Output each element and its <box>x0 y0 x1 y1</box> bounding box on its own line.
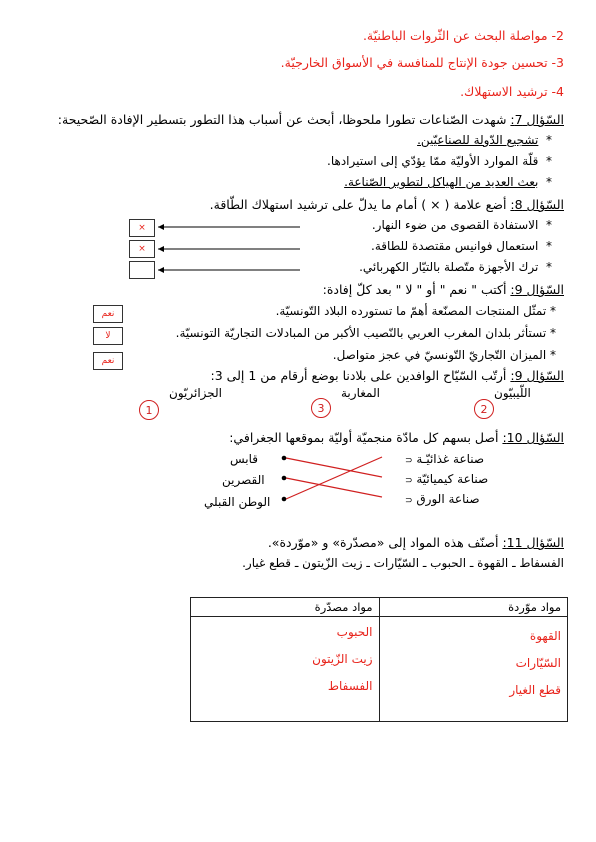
line-4: 4- ترشيد الاستهلاك. <box>460 84 564 99</box>
q10-left-1: صناعة غذائيّـة ⊂ <box>405 452 485 466</box>
q9a-item-1: * تمثّل المنتجات المصنّعة أهمّ ما تستورده البلاد التّونسيّة. <box>275 304 556 318</box>
exported-item: زيت الزّيتون <box>312 652 373 666</box>
q8-label: السّؤال 8: <box>510 197 564 212</box>
q10-heading <box>229 430 564 445</box>
line-2: 2- مواصلة البحث عن الثّروات الباطنيّة. <box>362 28 564 43</box>
q9b-heading <box>211 368 565 383</box>
q10-right-1: قابس <box>230 452 259 466</box>
imported-item: السّيّارات <box>515 656 561 670</box>
q9b-rank-algerians[interactable]: 1 <box>139 400 159 420</box>
q9b-name-libyans: اللّيبيّون <box>494 386 531 400</box>
q8-item-1: * الاستفادة القصوى من ضوء النهار. <box>371 218 552 232</box>
q9a-item-2: * تستأثر بلدان المغرب العربي بالنّصيب الأكبر من المبادلات التجاريّة التونسيّة. <box>175 326 556 340</box>
q7-heading <box>58 112 564 127</box>
q9b-label: السّؤال 9: <box>510 368 564 383</box>
q8-checkbox-2[interactable]: × <box>129 240 155 258</box>
q10-arrow-symbol-1: ⊂ <box>405 456 413 466</box>
q10-arrow-symbol-3: ⊂ <box>405 496 413 506</box>
q9b-name-moroccans: المغاربة <box>341 386 380 400</box>
q10-label: السّؤال 10: <box>502 430 564 445</box>
q8-arrows <box>150 215 310 280</box>
q9b-text: أرتّب السّيّاح الوافدين على بلادنا بوضع أرقام من 1 إلى 3: <box>210 368 507 383</box>
q8-checkbox-3[interactable] <box>129 261 155 279</box>
q10-arrow-symbol-2: ⊂ <box>405 476 413 486</box>
header-imported: مواد موّردة <box>379 598 568 617</box>
exported-item: الفسفاط <box>327 679 373 693</box>
q9b-name-algerians: الجزائريّون <box>169 386 223 400</box>
classification-table <box>190 597 568 722</box>
q7-text: شهدت الصّناعات تطورا ملحوظا، أبحث عن أسباب هذا التطور بتسطير الإفادة الصّحيحة: <box>57 112 507 127</box>
q7-option-2: * قلّة الموارد الأوليّة ممّا يؤدّي إلى استيرادها. <box>327 154 552 168</box>
q9b-rank-moroccans[interactable]: 3 <box>311 398 331 418</box>
q10-text: أصل بسهم كل مادّة منجميّة أوليّة بموقعها الجغرافي: <box>229 430 499 445</box>
imported-cell[interactable] <box>379 617 568 722</box>
imported-item: القهوة <box>529 629 561 643</box>
q11-label: السّؤال 11: <box>502 535 564 550</box>
q10-left-3: صناعة الورق ⊂ <box>405 492 480 506</box>
q11-heading <box>268 535 564 550</box>
q9a-label: السّؤال 9: <box>510 282 564 297</box>
q8-checkbox-1[interactable]: × <box>129 219 155 237</box>
q9a-item-3: * الميزان التّجاريّ التّونسيّ في عجز متواصل. <box>332 348 556 362</box>
q7-label: السّؤال 7: <box>510 112 564 127</box>
q10-right-2: القصرين <box>222 473 265 487</box>
q8-item-2: * استعمال فوانيس مقتصدة للطاقة. <box>371 239 552 253</box>
q8-item-3: * ترك الأجهزة متّصلة بالتيّار الكهربائي. <box>359 260 552 274</box>
imported-item: قطع الغيار <box>509 683 561 697</box>
q10-right-3: الوطن القبلي <box>204 495 271 509</box>
q10-left-2: صناعة كيميائيّة ⊂ <box>405 472 489 486</box>
q9a-text: أكتب " نعم " أو " لا " بعد كلّ إفادة: <box>322 282 507 297</box>
q11-materials: الفسفاط ـ القهوة ـ الحبوب ـ السّيّارات ـ زيت الزّيتون ـ قطع غيار. <box>242 556 564 570</box>
q9a-answer-3[interactable]: نعم <box>93 352 123 370</box>
q9b-rank-libyans[interactable]: 2 <box>474 399 494 419</box>
exported-item: الحبوب <box>336 625 373 639</box>
q9a-answer-1[interactable]: نعم <box>93 305 123 323</box>
q8-text: أضع علامة ( × ) أمام ما يدلّ على ترشيد استهلاك الطّاقة. <box>209 197 507 212</box>
header-exported: مواد مصدّرة <box>191 598 380 617</box>
q8-heading <box>210 197 564 212</box>
q7-option-1: * تشجيع الدّولة للصناعيّين. <box>417 133 552 147</box>
line-3: 3- تحسين جودة الإنتاج للمنافسة في الأسواق الخارجيّة. <box>280 55 564 70</box>
q9a-answer-2[interactable]: لا <box>93 327 123 345</box>
exported-cell[interactable] <box>191 617 380 722</box>
q11-text: أصنّف هذه المواد إلى «مصدّرة» و «موّردة». <box>267 535 499 550</box>
q9a-heading <box>323 282 564 297</box>
q7-option-3: * بعث العديد من الهياكل لتطوير الصّناعة. <box>344 175 552 189</box>
q10-connector-lines <box>270 445 400 515</box>
